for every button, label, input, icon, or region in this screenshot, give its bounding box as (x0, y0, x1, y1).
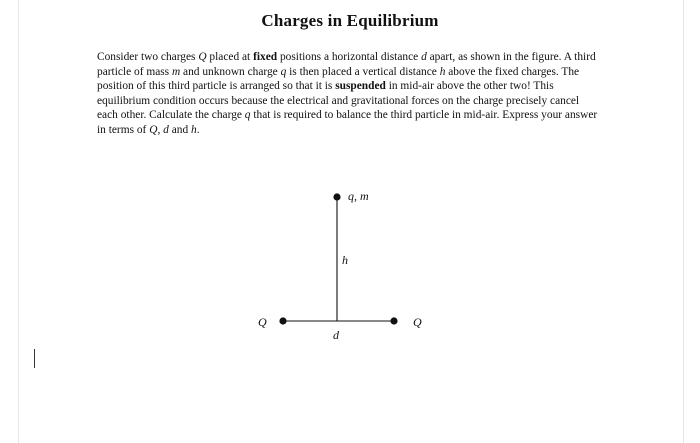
top-charge-label: q, m (348, 189, 369, 203)
paragraph-segment: positions a horizontal distance (277, 51, 422, 63)
paragraph-segment: above the fixed charges. The position of this third particle is arranged so that it is (97, 65, 580, 92)
paragraph-segment: and (168, 123, 191, 136)
paragraph-segment: placed at (206, 51, 254, 63)
page-title: Charges in Equilibrium (261, 11, 439, 30)
paragraph-segment: d (421, 51, 427, 63)
paragraph-segment: h (191, 123, 197, 136)
height-label: h (342, 253, 348, 267)
text-cursor (34, 349, 35, 368)
paragraph-segment: . (196, 123, 200, 136)
paragraph-segment: fixed (253, 51, 278, 63)
paragraph-segment: , (157, 123, 164, 136)
paragraph-segment: Q (198, 51, 207, 63)
paragraph-segment: apart, as shown in the figure. A third particle of mass (97, 51, 596, 78)
paragraph-segment: that is required to balance the third particle in mid-air. Express your answer in terms of (97, 109, 598, 136)
right-charge-label: Q (413, 315, 422, 329)
left-charge-dot (279, 317, 286, 324)
paragraph-segment: in mid-air above the other two! This equilibrium condition occurs because the electrical and gravitational forces on the charge precisely cancel each other. Calculate the charge (97, 80, 580, 121)
distance-label: d (333, 328, 339, 342)
paragraph-segment: d (163, 123, 169, 136)
paragraph-segment: and unknown charge (180, 65, 281, 78)
paragraph-segment: h (439, 65, 446, 78)
paragraph-segment: q (244, 109, 251, 121)
paragraph-segment: Consider two charges (97, 51, 199, 63)
right-charge-dot (390, 317, 397, 324)
paragraph-segment: is then placed a vertical distance (286, 65, 440, 78)
top-charge-dot (333, 193, 340, 200)
paragraph-segment: q (280, 65, 287, 78)
paragraph-segment: m (171, 65, 181, 78)
paragraph-segment: suspended (335, 80, 386, 92)
paragraph-segment: Q (149, 123, 158, 136)
left-charge-label: Q (258, 315, 267, 329)
